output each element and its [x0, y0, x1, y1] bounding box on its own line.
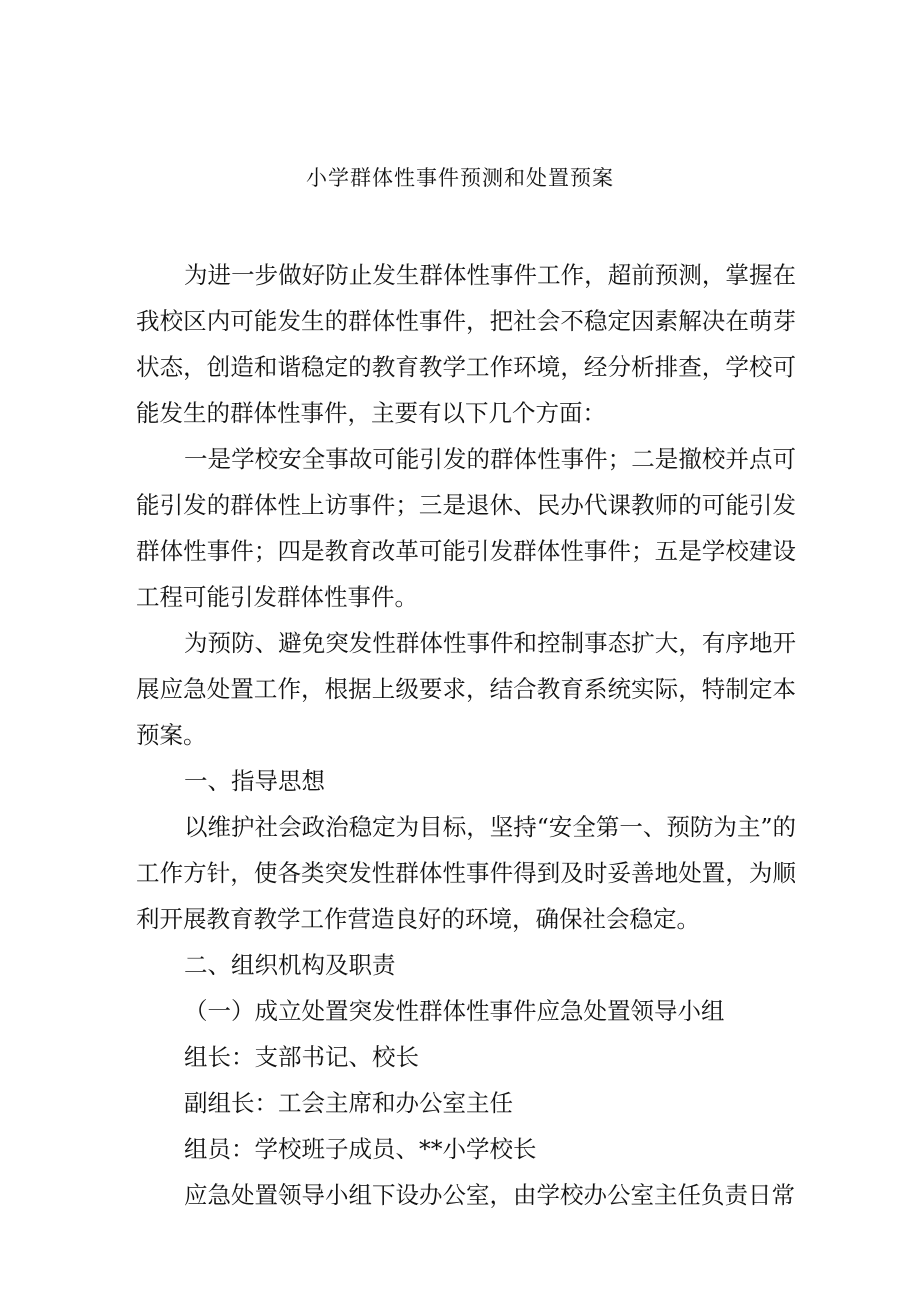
section-heading-organization: 二、组织机构及职责 — [184, 951, 396, 979]
section-heading-guiding-thought: 一、指导思想 — [184, 767, 325, 795]
group-leader-line: 组长：支部书记、校长 — [184, 1043, 419, 1071]
intro-paragraph: 为进一步做好防止发生群体性事件工作，超前预测，掌握在我校区内可能发生的群体性事件，把社会不稳定因素解决在萌芽状态，创造和谐稳定的教育教学工作环境，经分析排查，学校可能发生的群体性事件，主要有以下几个方面： — [136, 261, 796, 427]
office-paragraph: 应急处置领导小组下设办公室，由学校办公室主任负责日常 — [184, 1181, 795, 1209]
guiding-thought-paragraph: 以维护社会政治稳定为目标，坚持“安全第一、预防为主”的工作方针，使各类突发性群体性事件得到及时妥善地处置，为顺利开展教育教学工作营造良好的环境，确保社会稳定。 — [136, 813, 796, 933]
subsection-heading-leading-group: （一）成立处置突发性群体性事件应急处置领导小组 — [184, 997, 725, 1025]
document-title: 小学群体性事件预测和处置预案 — [306, 166, 614, 190]
event-types-paragraph: 一是学校安全事故可能引发的群体性事件；二是撤校并点可能引发的群体性上访事件；三是退休、民办代课教师的可能引发群体性事件；四是教育改革可能引发群体性事件；五是学校建设工程可能引发群体性事件。 — [136, 445, 796, 611]
purpose-paragraph: 为预防、避免突发性群体性事件和控制事态扩大，有序地开展应急处置工作，根据上级要求，结合教育系统实际，特制定本预案。 — [136, 629, 796, 749]
deputy-leader-line: 副组长：工会主席和办公室主任 — [184, 1089, 513, 1117]
document-body — [136, 252, 796, 1218]
members-line: 组员：学校班子成员、**小学校长 — [184, 1135, 537, 1163]
